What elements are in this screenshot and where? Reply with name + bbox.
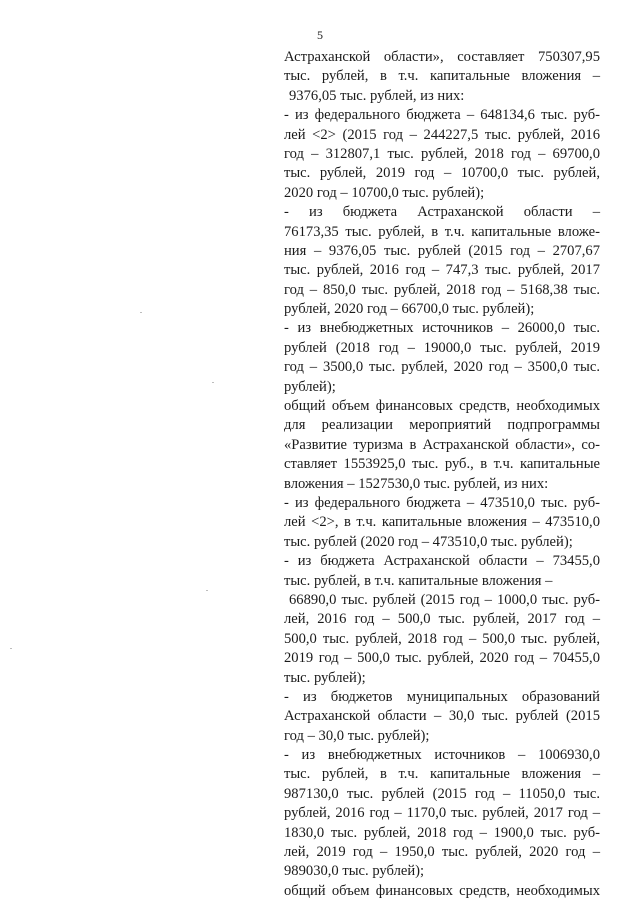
- text-line: вложения – 1527530,0 тыс. рублей, из них:: [284, 475, 549, 492]
- text-line: - из бюджета Астраханской области –: [284, 204, 600, 221]
- text-line: Астраханской области», составляет 750307,95: [284, 49, 600, 65]
- body-text: [284, 48, 600, 901]
- scan-speck: [206, 590, 208, 591]
- text-line: тыс. рублей, в т.ч. капитальные вложения –: [284, 68, 600, 85]
- text-line: 989030,0 тыс. рублей);: [284, 863, 425, 880]
- text-line: 2019 год – 500,0 тыс. рублей, 2020 год – 70455,0: [284, 650, 600, 667]
- text-line: 500,0 тыс. рублей, 2018 год – 500,0 тыс. рублей,: [284, 630, 600, 647]
- text-line: рублей, 2016 год – 1170,0 тыс. рублей, 2017 год –: [284, 805, 600, 822]
- text-line: тыс. рублей, 2016 год – 747,3 тыс. рублей, 2017: [284, 262, 600, 279]
- text-line: год – 30,0 тыс. рублей);: [284, 727, 430, 744]
- text-line: Астраханской области – 30,0 тыс. рублей (2015: [284, 708, 600, 725]
- text-line: ставляет 1553925,0 тыс. руб., в т.ч. капитальные: [284, 456, 600, 473]
- text-line: тыс. рублей (2020 год – 473510,0 тыс. рублей);: [284, 533, 573, 550]
- text-line: лей <2>, в т.ч. капитальные вложения – 473510,0: [284, 514, 600, 531]
- text-line: тыс. рублей, 2019 год – 10700,0 тыс. рублей,: [284, 165, 600, 182]
- text-line: год – 850,0 тыс. рублей, 2018 год – 5168,38 тыс.: [284, 281, 600, 298]
- scan-speck: [140, 312, 142, 313]
- text-line: - из бюджета Астраханской области – 73455,0: [284, 553, 600, 570]
- scan-speck: [10, 648, 12, 649]
- text-line: лей, 2019 год – 1950,0 тыс. рублей, 2020 год –: [284, 844, 600, 861]
- text-line: рублей (2018 год – 19000,0 тыс. рублей, 2019: [284, 339, 600, 356]
- text-line: рублей, 2020 год – 66700,0 тыс. рублей);: [284, 301, 535, 318]
- text-line: 1830,0 тыс. рублей, 2018 год – 1900,0 тыс. руб-: [284, 824, 600, 841]
- text-line: лей <2> (2015 год – 244227,5 тыс. рублей, 2016: [284, 126, 600, 143]
- text-line: ния – 9376,05 тыс. рублей (2015 год – 2707,67: [284, 242, 600, 259]
- text-line: рублей);: [284, 378, 336, 395]
- text-line: - из федерального бюджета – 473510,0 тыс. руб-: [284, 494, 600, 511]
- text-line: лей, 2016 год – 500,0 тыс. рублей, 2017 год –: [284, 611, 600, 628]
- text-line: общий объем финансовых средств, необходимых: [284, 882, 600, 899]
- text-line: 2020 год – 10700,0 тыс. рублей);: [284, 184, 485, 201]
- text-line: 9376,05 тыс. рублей, из них:: [289, 87, 465, 104]
- text-line: тыс. рублей, в т.ч. капитальные вложения –: [284, 572, 553, 589]
- text-line: - из внебюджетных источников – 26000,0 тыс.: [284, 320, 600, 337]
- text-line: 76173,35 тыс. рублей, в т.ч. капитальные вложе-: [284, 223, 600, 240]
- text-line: «Развитие туризма в Астраханской области», со-: [284, 436, 600, 453]
- scan-speck: [212, 382, 214, 383]
- text-line: - из бюджетов муниципальных образований: [284, 688, 600, 705]
- text-line: - из внебюджетных источников – 1006930,0: [284, 747, 600, 764]
- text-line: - из федерального бюджета – 648134,6 тыс. руб-: [284, 107, 600, 124]
- text-line: год – 3500,0 тыс. рублей, 2020 год – 3500,0 тыс.: [284, 359, 600, 376]
- text-line: тыс. рублей);: [284, 669, 366, 686]
- text-line: год – 312807,1 тыс. рублей, 2018 год – 69700,0: [284, 145, 600, 162]
- text-line: для реализации мероприятий подпрограммы: [284, 417, 600, 434]
- text-line: общий объем финансовых средств, необходимых: [284, 398, 600, 415]
- text-line: 66890,0 тыс. рублей (2015 год – 1000,0 тыс. руб-: [289, 591, 600, 608]
- page-number: 5: [317, 28, 323, 42]
- text-line: тыс. рублей, в т.ч. капитальные вложения –: [284, 766, 600, 783]
- text-line: 987130,0 тыс. рублей (2015 год – 11050,0 тыс.: [284, 785, 600, 802]
